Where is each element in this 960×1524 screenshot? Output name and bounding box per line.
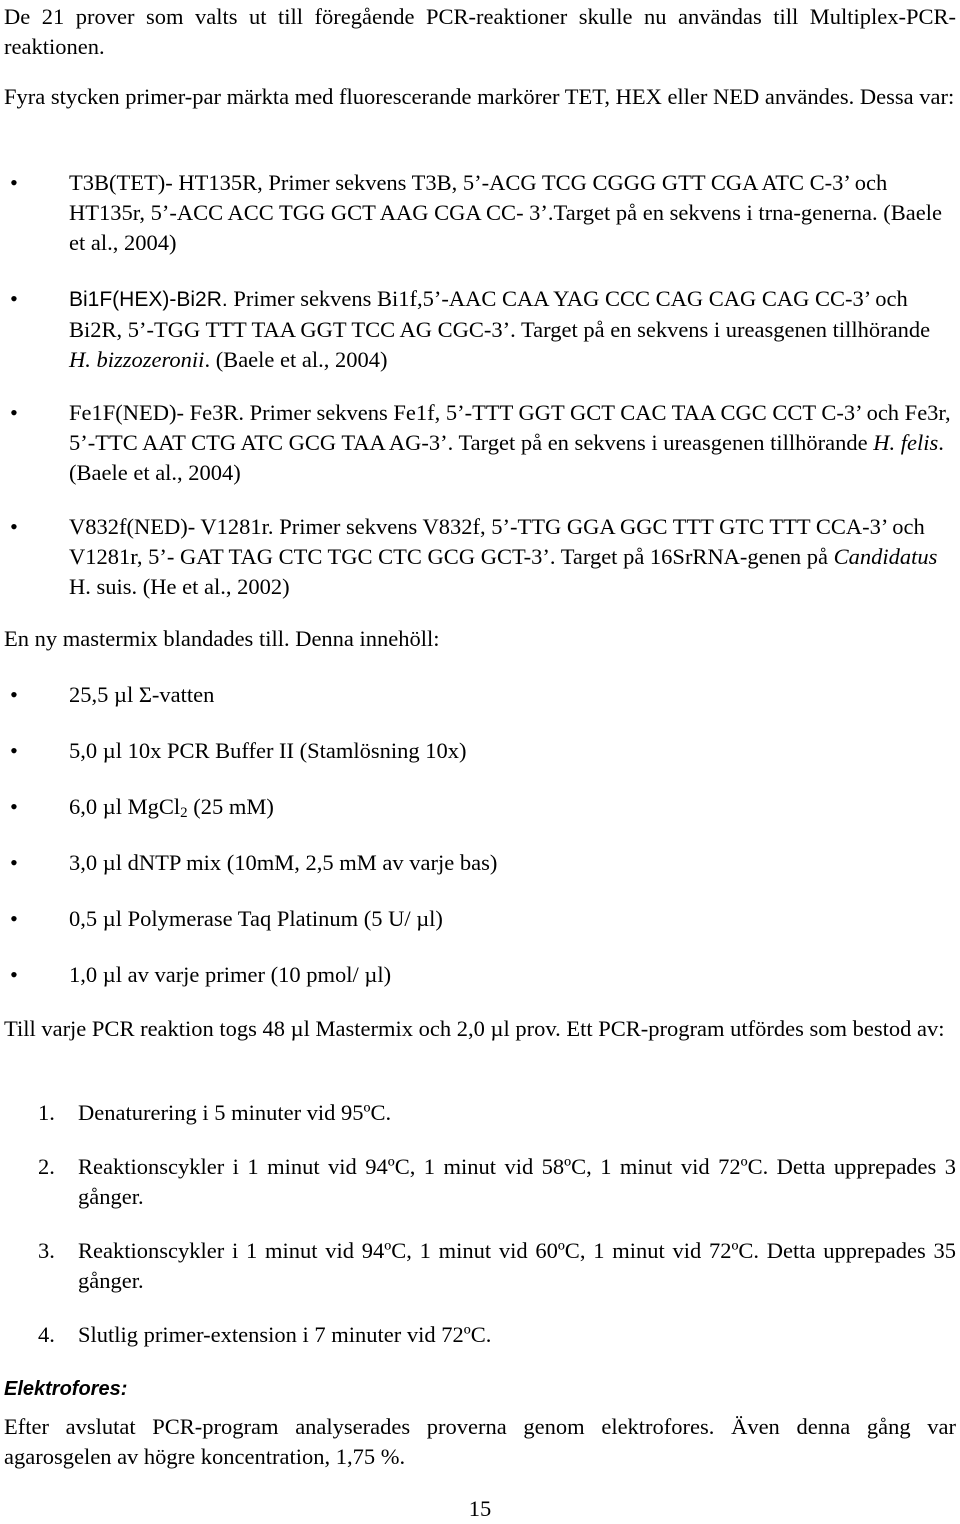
mastermix-text: 0,5 µl Polymerase Taq Platinum (5 U/ µl) [69,906,443,931]
primer-name: Fe1F(NED)- Fe3R. [69,400,244,425]
mastermix-intro: En ny mastermix blandades till. Denna innehöll: [4,626,440,651]
species-name: H. bizzozeronii [69,347,205,372]
primer-name: T3B(TET)- HT135R, [69,170,269,195]
primer-text: Primer sekvens V832f, 5’-TTG GGA GGC TTT GTC TTT CCA-3’ och V1281r, 5’- GAT TAG CTC TGC CTC GCG GCT-3’. Target på 16SrRNA-genen på [69,514,925,569]
step-text: Reaktionscykler i 1 minut vid 94ºC, 1 minut vid 58ºC, 1 minut vid 72ºC. Detta upprepades 3 gånger. [78,1154,956,1209]
mastermix-tail: (25 mM) [187,794,274,819]
bullet-icon: • [10,286,18,311]
bullet-icon: • [10,962,18,987]
step-text: Denaturering i 5 minuter vid 95ºC. [78,1100,392,1125]
step-text: Reaktionscykler i 1 minut vid 94ºC, 1 minut vid 60ºC, 1 minut vid 72ºC. Detta upprepades 35 gånger. [78,1238,956,1293]
program-intro: Till varje PCR reaktion togs 48 µl Mastermix och 2,0 µl prov. Ett PCR-program utfördes som bestod av: [4,1016,945,1041]
primer-tail: H. suis. (He et al., 2002) [69,574,290,599]
intro-paragraph: De 21 prover som valts ut till föregående PCR-reaktioner skulle nu användas till Multiplex-PCR-reaktionen. [4,4,956,59]
primer-intro-paragraph: Fyra stycken primer-par märkta med fluorescerande markörer TET, HEX eller NED användes. Dessa var: [4,84,955,109]
subscript: 2 [180,805,188,821]
bullet-icon: • [10,400,18,425]
elektrofores-paragraph: Efter avslutat PCR-program analyserades proverna genom elektrofores. Även denna gång var agarosgelen av högre koncentration, 1,75 %. [4,1414,956,1469]
mastermix-text: 1,0 µl av varje primer (10 pmol/ µl) [69,962,392,987]
mastermix-text: 3,0 µl dNTP mix (10mM, 2,5 mM av varje bas) [69,850,498,875]
bullet-icon: • [10,170,18,195]
primer-text: Primer sekvens Fe1f, 5’-TTT GGT GCT CAC TAA CGC CCT C-3’ och Fe3r, 5’-TTC AAT CTG ATC GCG TAA AG-3’. Target på en sekvens i ureasgenen tillhörande [69,400,951,455]
mastermix-text: 25,5 µl Σ-vatten [69,682,215,707]
mastermix-text: 6,0 µl MgCl [69,794,181,819]
primer-tail: . (Baele et al., 2004) [69,430,944,485]
species-name: Candidatus [833,544,938,569]
primer-tail: . (Baele et al., 2004) [204,347,388,372]
step-number: 3. [38,1238,55,1263]
step-text: Slutlig primer-extension i 7 minuter vid 72ºC. [78,1322,492,1347]
bullet-icon: • [10,906,18,931]
mastermix-text: 5,0 µl 10x PCR Buffer II (Stamlösning 10x) [69,738,467,763]
step-number: 4. [38,1322,55,1347]
bullet-icon: • [10,850,18,875]
primer-name: Bi1F(HEX)-Bi2R. [69,288,228,311]
primer-name: V832f(NED)- V1281r. [69,514,274,539]
step-number: 2. [38,1154,55,1179]
bullet-icon: • [10,514,18,539]
section-heading-elektrofores: Elektrofores: [4,1378,128,1400]
page-number: 15 [468,1496,492,1521]
primer-text: Primer sekvens Bi1f,5’-AAC CAA YAG CCC CAG CAG CAG CC-3’ och Bi2R, 5’-TGG TTT TAA GGT TCC AG CGC-3’. Target på en sekvens i ureasgenen tillhörande [69,286,931,342]
primer-text: Primer sekvens T3B, 5’-ACG TCG CGGG GTT CGA ATC C-3’ och HT135r, 5’-ACC ACC TGG GCT AAG CGA CC- 3’.Target på en sekvens i trna-generna. (Baele et al., 2004) [69,170,943,255]
step-number: 1. [38,1100,55,1125]
bullet-icon: • [10,738,18,763]
species-name: H. felis [873,430,939,455]
bullet-icon: • [10,682,18,707]
bullet-icon: • [10,794,18,819]
